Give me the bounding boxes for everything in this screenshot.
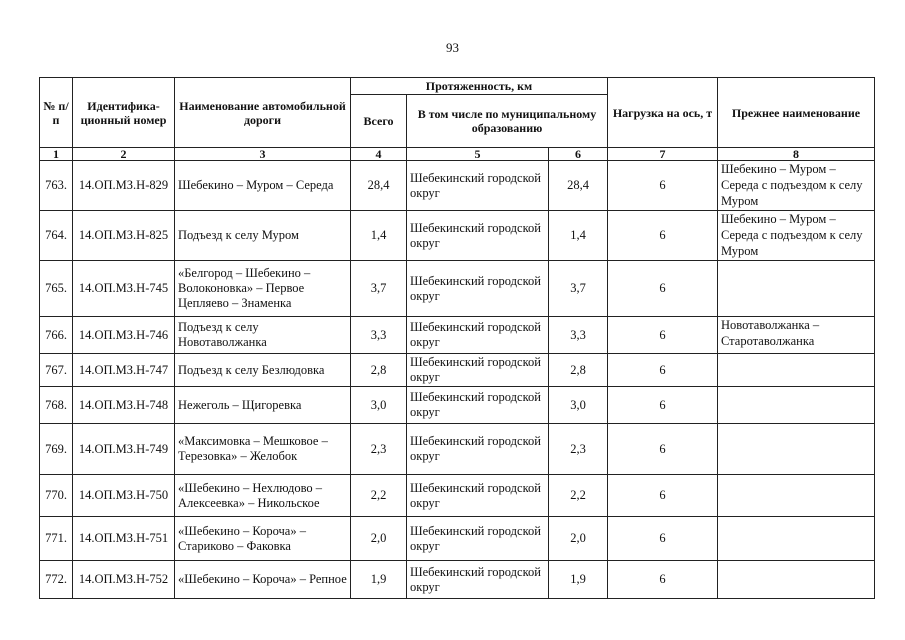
- row-number: 771.: [40, 517, 73, 561]
- header-id: Идентифика-ционный номер: [73, 78, 175, 148]
- table-row: [40, 561, 875, 599]
- table-row: [40, 387, 875, 424]
- municipality: Шебекинский городской округ: [407, 424, 549, 475]
- length-total: 2,8: [351, 354, 407, 387]
- header-incl: В том числе по муниципальному образованию: [407, 95, 608, 148]
- previous-name: Шебекино – Муром – Середа с подъездом к селу Муром: [718, 211, 875, 261]
- road-id: 14.ОП.МЗ.Н-752: [73, 561, 175, 599]
- row-number: 763.: [40, 161, 73, 211]
- roads-table: [39, 77, 875, 599]
- municipality-length: 2,2: [549, 475, 608, 517]
- header-total: Всего: [351, 95, 407, 148]
- length-total: 2,0: [351, 517, 407, 561]
- municipality-length: 2,3: [549, 424, 608, 475]
- axle-load: 6: [608, 354, 718, 387]
- table-row: [40, 211, 875, 261]
- axle-load: 6: [608, 475, 718, 517]
- length-total: 1,9: [351, 561, 407, 599]
- length-total: 2,2: [351, 475, 407, 517]
- road-id: 14.ОП.МЗ.Н-748: [73, 387, 175, 424]
- length-total: 28,4: [351, 161, 407, 211]
- header-name: Наименование автомобильной дороги: [175, 78, 351, 148]
- municipality-length: 3,7: [549, 261, 608, 317]
- row-number: 767.: [40, 354, 73, 387]
- previous-name: [718, 387, 875, 424]
- length-total: 1,4: [351, 211, 407, 261]
- road-name: Подъезд к селу Муром: [175, 211, 351, 261]
- length-total: 2,3: [351, 424, 407, 475]
- header-length: Протяженность, км: [351, 78, 608, 95]
- length-total: 3,3: [351, 317, 407, 354]
- table-row: [40, 424, 875, 475]
- row-number: 769.: [40, 424, 73, 475]
- axle-load: 6: [608, 261, 718, 317]
- road-name: «Белгород – Шебекино – Волоконовка» – Первое Цепляево – Знаменка: [175, 261, 351, 317]
- road-name: Шебекино – Муром – Середа: [175, 161, 351, 211]
- col-number: 2: [73, 148, 175, 161]
- road-name: «Шебекино – Короча» – Стариково – Факовка: [175, 517, 351, 561]
- municipality-length: 2,8: [549, 354, 608, 387]
- road-id: 14.ОП.МЗ.Н-825: [73, 211, 175, 261]
- header-prev: Прежнее наименование: [718, 78, 875, 148]
- previous-name: [718, 424, 875, 475]
- axle-load: 6: [608, 317, 718, 354]
- col-number: 4: [351, 148, 407, 161]
- municipality: Шебекинский городской округ: [407, 517, 549, 561]
- table-row: [40, 261, 875, 317]
- previous-name: Шебекино – Муром – Середа с подъездом к селу Муром: [718, 161, 875, 211]
- axle-load: 6: [608, 387, 718, 424]
- axle-load: 6: [608, 424, 718, 475]
- municipality: Шебекинский городской округ: [407, 354, 549, 387]
- municipality: Шебекинский городской округ: [407, 475, 549, 517]
- row-number: 768.: [40, 387, 73, 424]
- row-number: 770.: [40, 475, 73, 517]
- length-total: 3,7: [351, 261, 407, 317]
- page-number: 93: [446, 40, 459, 55]
- municipality: Шебекинский городской округ: [407, 561, 549, 599]
- municipality-length: 1,4: [549, 211, 608, 261]
- road-name: «Шебекино – Короча» – Репное: [175, 561, 351, 599]
- municipality-length: 3,3: [549, 317, 608, 354]
- road-id: 14.ОП.МЗ.Н-829: [73, 161, 175, 211]
- col-number: 1: [40, 148, 73, 161]
- table-row: [40, 354, 875, 387]
- road-id: 14.ОП.МЗ.Н-745: [73, 261, 175, 317]
- municipality: Шебекинский городской округ: [407, 211, 549, 261]
- length-total: 3,0: [351, 387, 407, 424]
- col-number: 7: [608, 148, 718, 161]
- municipality-length: 3,0: [549, 387, 608, 424]
- col-number: 6: [549, 148, 608, 161]
- col-number: 5: [407, 148, 549, 161]
- axle-load: 6: [608, 517, 718, 561]
- road-name: Подъезд к селу Безлюдовка: [175, 354, 351, 387]
- road-id: 14.ОП.МЗ.Н-746: [73, 317, 175, 354]
- axle-load: 6: [608, 211, 718, 261]
- road-id: 14.ОП.МЗ.Н-747: [73, 354, 175, 387]
- municipality: Шебекинский городской округ: [407, 387, 549, 424]
- header-load: Нагрузка на ось, т: [608, 78, 718, 148]
- municipality: Шебекинский городской округ: [407, 261, 549, 317]
- col-number: 3: [175, 148, 351, 161]
- road-id: 14.ОП.МЗ.Н-750: [73, 475, 175, 517]
- table-row: [40, 317, 875, 354]
- municipality-length: 28,4: [549, 161, 608, 211]
- axle-load: 6: [608, 161, 718, 211]
- col-number: 8: [718, 148, 875, 161]
- previous-name: [718, 475, 875, 517]
- table-row: [40, 517, 875, 561]
- previous-name: [718, 561, 875, 599]
- municipality: Шебекинский городской округ: [407, 161, 549, 211]
- road-name: «Максимовка – Мешковое – Терезовка» – Желобок: [175, 424, 351, 475]
- road-name: Подъезд к селу Новотаволжанка: [175, 317, 351, 354]
- road-name: Нежеголь – Щигоревка: [175, 387, 351, 424]
- row-number: 766.: [40, 317, 73, 354]
- table-row: [40, 161, 875, 211]
- municipality-length: 2,0: [549, 517, 608, 561]
- row-number: 764.: [40, 211, 73, 261]
- axle-load: 6: [608, 561, 718, 599]
- road-name: «Шебекино – Нехлюдово – Алексеевка» – Никольское: [175, 475, 351, 517]
- row-number: 772.: [40, 561, 73, 599]
- previous-name: [718, 261, 875, 317]
- previous-name: [718, 354, 875, 387]
- road-id: 14.ОП.МЗ.Н-749: [73, 424, 175, 475]
- row-number: 765.: [40, 261, 73, 317]
- table-row: [40, 475, 875, 517]
- municipality-length: 1,9: [549, 561, 608, 599]
- previous-name: [718, 517, 875, 561]
- municipality: Шебекинский городской округ: [407, 317, 549, 354]
- previous-name: Новотаволжанка – Старотаволжанка: [718, 317, 875, 354]
- column-numbers-row: [40, 148, 875, 161]
- header-no: № п/п: [40, 78, 73, 148]
- road-id: 14.ОП.МЗ.Н-751: [73, 517, 175, 561]
